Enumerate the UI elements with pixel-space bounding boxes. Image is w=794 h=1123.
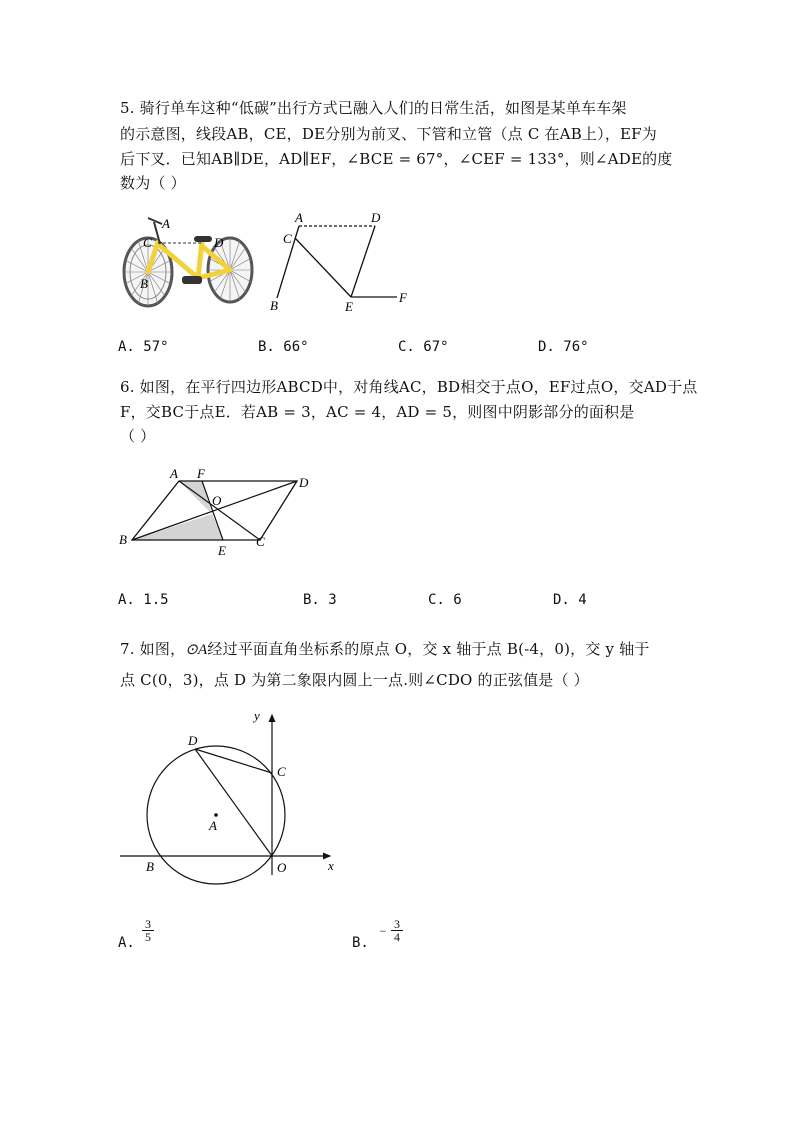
q7-line-1 bbox=[120, 638, 650, 659]
q7-option-a-prefix[interactable]: A. bbox=[118, 935, 135, 951]
q5-line-1: 5. 骑行单车这种“低碳”出行方式已融入人们的日常生活，如图是某单车车架 bbox=[120, 99, 627, 117]
shaded-region-upper bbox=[179, 481, 212, 514]
center-point bbox=[214, 813, 218, 817]
q7-label-c: C bbox=[277, 764, 286, 779]
q6-label-a: A bbox=[170, 466, 178, 481]
q7-label-d: D bbox=[188, 733, 198, 748]
q6-label-e: E bbox=[218, 543, 226, 558]
bike-label-b: B bbox=[140, 276, 148, 291]
frame-diagram bbox=[265, 210, 425, 320]
q6-label-f: F bbox=[197, 466, 205, 481]
q7-label-a: A bbox=[209, 818, 217, 833]
q5-option-c[interactable]: C. 67° bbox=[398, 339, 449, 355]
q7-option-a-denominator: 5 bbox=[142, 930, 154, 943]
bicycle-image bbox=[118, 210, 258, 310]
q5-line-3: 后下叉．已知AB∥DE，AD∥EF，∠BCE = 67°，∠CEF = 133°，则∠ADE的度 bbox=[120, 150, 673, 168]
diagram-label-f: F bbox=[399, 290, 407, 305]
shaded-region-lower bbox=[132, 514, 223, 540]
q7-line-1-post: 经过平面直角坐标系的原点 O，交 x 轴于点 B(-4，0)，交 y 轴于 bbox=[207, 640, 650, 658]
q6-option-d[interactable]: D. 4 bbox=[553, 592, 587, 608]
q6-label-b: B bbox=[119, 532, 127, 547]
q7-line-1-pre: 7. 如图， bbox=[120, 640, 186, 658]
q5-option-d[interactable]: D. 76° bbox=[538, 339, 589, 355]
q5-option-a[interactable]: A. 57° bbox=[118, 339, 169, 355]
diagram-label-e: E bbox=[345, 299, 353, 314]
bike-label-a: A bbox=[162, 216, 170, 231]
q6-line-3: （ ） bbox=[120, 427, 156, 445]
q7-label-o: O bbox=[277, 860, 287, 875]
q7-label-y: y bbox=[254, 708, 260, 723]
diagram-label-b: B bbox=[270, 298, 278, 313]
q5-line-2: 的示意图，线段AB，CE，DE分别为前叉、下管和立管（点 C 在AB上），EF为 bbox=[120, 125, 657, 143]
q6-option-a[interactable]: A. 1.5 bbox=[118, 592, 169, 608]
q6-option-b[interactable]: B. 3 bbox=[303, 592, 337, 608]
q7-label-x: x bbox=[328, 858, 334, 873]
bike-label-d: D bbox=[214, 235, 224, 250]
q6-label-c: C bbox=[256, 534, 265, 549]
q7-line-2: 点 C(0，3)，点 D 为第二象限内圆上一点.则∠CDO 的正弦值是（ ） bbox=[120, 671, 589, 689]
diagram-label-d: D bbox=[371, 210, 381, 225]
coordinate-circle-diagram bbox=[115, 705, 345, 880]
q7-option-a-fraction bbox=[142, 918, 154, 943]
parallelogram-diagram bbox=[115, 462, 325, 562]
circle-a-symbol: ⊙A bbox=[185, 642, 208, 658]
bike-label-c: C bbox=[143, 235, 152, 250]
q6-label-d: D bbox=[299, 475, 309, 490]
q7-option-b-denominator: 4 bbox=[391, 930, 403, 943]
q7-option-b-numerator: 3 bbox=[394, 917, 400, 931]
q7-option-b-sign: − bbox=[379, 924, 387, 938]
q7-option-b-prefix[interactable]: B. bbox=[352, 935, 369, 951]
q6-label-o: O bbox=[212, 493, 222, 508]
q5-option-b[interactable]: B. 66° bbox=[258, 339, 309, 355]
q6-line-2: F，交BC于点E．若AB = 3，AC = 4，AD = 5，则图中阴影部分的面积是 bbox=[120, 403, 635, 421]
q6-line-1: 6. 如图，在平行四边形ABCD中，对角线AC，BD相交于点O，EF过点O，交AD于点 bbox=[120, 378, 698, 396]
q7-option-a-numerator: 3 bbox=[145, 917, 151, 931]
q6-option-c[interactable]: C. 6 bbox=[428, 592, 462, 608]
q7-label-b: B bbox=[146, 859, 154, 874]
diagram-label-a: A bbox=[295, 210, 303, 225]
q7-option-b-fraction bbox=[391, 918, 403, 943]
diagram-label-c: C bbox=[283, 231, 292, 246]
q5-line-4: 数为（ ） bbox=[120, 174, 186, 192]
